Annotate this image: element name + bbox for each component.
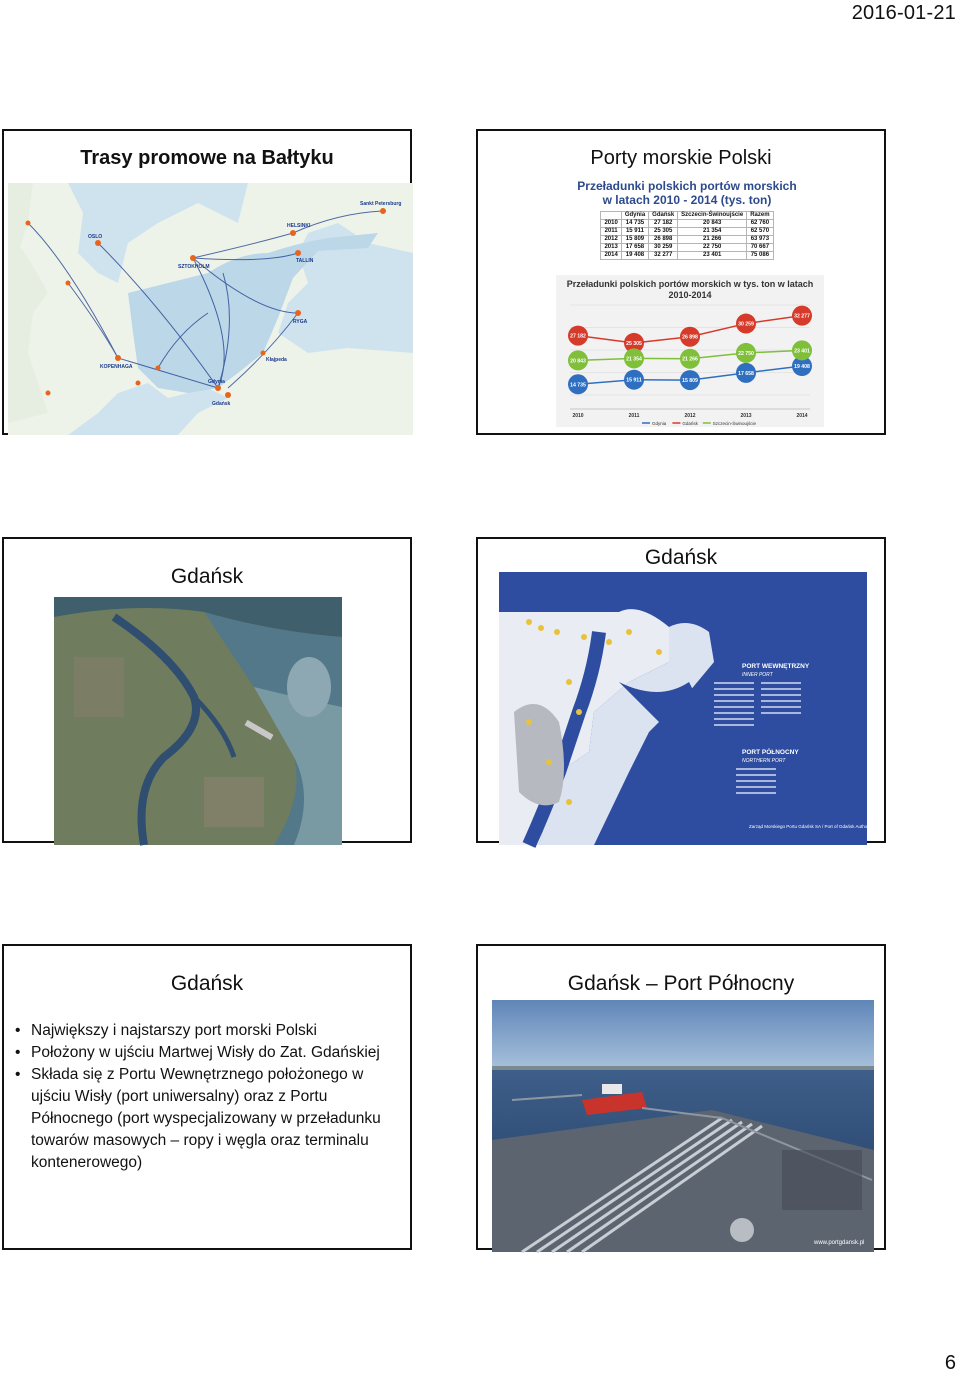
data-label: 21 266: [682, 356, 698, 363]
map-label: Gdynia: [208, 379, 225, 385]
table-cell: 17 658: [621, 244, 648, 252]
table-cell: 20 843: [678, 220, 747, 228]
data-label: 27 182: [570, 333, 586, 340]
table-cell: 22 750: [678, 244, 747, 252]
table-cell: 15 809: [621, 236, 648, 244]
bullet-item: • Największy i najstarszy port morski Polski: [15, 1020, 404, 1042]
table-cell: 2010: [601, 220, 621, 228]
baltic-ferry-map: [8, 183, 413, 435]
photo-watermark: www.portgdansk.pl: [814, 1240, 865, 1246]
data-label: 25 305: [626, 340, 642, 347]
data-label: 30 259: [738, 321, 754, 328]
slide-title: Gdańsk: [644, 546, 718, 569]
chart-title: Przeładunki polskich portów morskich w tys. ton w latach 2010-2014: [566, 279, 814, 300]
x-tick-label: 2012: [684, 413, 696, 419]
map-label: RYGA: [293, 319, 308, 325]
cargo-table: [600, 211, 773, 260]
table-header: Razem: [747, 212, 773, 220]
slide-gdansk-aerial: [2, 537, 412, 843]
table-title-line2: w latach 2010 - 2014 (tys. ton): [602, 193, 772, 207]
table-cell: 14 735: [621, 220, 648, 228]
table-row: [601, 236, 773, 244]
table-title-line1: Przeładunki polskich portów morskich: [577, 179, 797, 193]
table-cell: 23 401: [678, 252, 747, 260]
table-row: [601, 220, 773, 228]
table-cell: 2012: [601, 236, 621, 244]
legend-inner-subtitle: INNER PORT: [742, 672, 773, 678]
x-tick-label: 2014: [796, 413, 808, 419]
page-number: 6: [944, 1352, 956, 1374]
slide-title: Gdańsk: [170, 565, 244, 588]
data-label: 14 735: [570, 382, 586, 389]
northern-port-photo: [492, 1000, 874, 1252]
map-label: Gdańsk: [212, 401, 231, 407]
data-label: 20 843: [570, 358, 586, 365]
table-cell: 25 305: [649, 228, 678, 236]
legend-northern-subtitle: NORTHERN PORT: [742, 758, 786, 764]
table-header: Szczecin-Świnoujście: [678, 212, 747, 220]
data-label: 15 911: [626, 377, 642, 384]
map-label: OSLO: [88, 234, 103, 240]
table-cell: 27 182: [649, 220, 678, 228]
data-label: 32 277: [794, 313, 810, 320]
slide-northern-port: [476, 944, 886, 1250]
table-cell: 21 354: [678, 228, 747, 236]
table-cell: 62 760: [747, 220, 773, 228]
map-label: Sankt Petersburg: [360, 201, 402, 207]
slide-gdansk-port-map: [476, 537, 886, 843]
cargo-table-block: [556, 179, 818, 269]
legend-inner-title: PORT WEWNĘTRZNY: [742, 663, 810, 670]
table-cell: 19 408: [621, 252, 648, 260]
slide-title: Gdańsk – Port Północny: [567, 972, 795, 995]
slide-title: Gdańsk: [170, 972, 244, 995]
table-row: [601, 252, 773, 260]
table-cell: 62 570: [747, 228, 773, 236]
map-label: HELSINKI: [287, 223, 311, 229]
map-label: Kłajpeda: [266, 357, 287, 363]
data-label: 15 809: [682, 378, 698, 385]
map-label: TALLIN: [296, 258, 314, 264]
x-tick-label: 2013: [740, 413, 752, 419]
x-tick-label: 2011: [628, 413, 640, 419]
slide-gdansk-facts: [2, 944, 412, 1250]
bullet-item: • Składa się z Portu Wewnętrznego położonego w ujściu Wisły (port uniwersalny) oraz z Portu Północnego (port wyspecjalizowany w przeładunku towarów masowych – ropy i węgla oraz terminalu kontenerowego): [15, 1064, 404, 1174]
table-header: [601, 212, 621, 220]
table-row: [601, 244, 773, 252]
legend-northern-title: PORT PÓŁNOCNY: [742, 749, 799, 756]
gdansk-aerial-photo: [54, 597, 342, 845]
bullet-list: [15, 1020, 404, 1174]
data-label: 23 401: [794, 348, 810, 355]
x-tick-label: 2010: [572, 413, 584, 419]
legend-label: Gdynia: [652, 421, 667, 426]
slide-title: Porty morskie Polski: [590, 147, 772, 169]
table-header: Gdynia: [621, 212, 648, 220]
slide-title: Trasy promowe na Bałtyku: [80, 147, 334, 169]
table-cell: 2011: [601, 228, 621, 236]
table-cell: 2013: [601, 244, 621, 252]
data-label: 21 354: [626, 356, 642, 363]
slide-polish-ports: [476, 129, 886, 435]
table-cell: 15 911: [621, 228, 648, 236]
legend-label: Gdańsk: [682, 421, 698, 426]
table-header: Gdańsk: [649, 212, 678, 220]
table-cell: 63 973: [747, 236, 773, 244]
page-date: 2016-01-21: [851, 2, 956, 24]
table-row: [601, 228, 773, 236]
data-label: 17 658: [738, 370, 754, 377]
table-cell: 2014: [601, 252, 621, 260]
table-cell: 30 259: [649, 244, 678, 252]
table-cell: 32 277: [649, 252, 678, 260]
data-label: 22 750: [738, 350, 754, 357]
table-cell: 21 266: [678, 236, 747, 244]
table-cell: 70 667: [747, 244, 773, 252]
slide-ferry-routes: [2, 129, 412, 435]
table-cell: 75 086: [747, 252, 773, 260]
cargo-chart: [556, 275, 824, 427]
map-label: KOPENHAGA: [100, 364, 133, 370]
gdansk-port-map: [499, 572, 881, 845]
data-label: 19 408: [794, 364, 810, 371]
table-cell: 26 898: [649, 236, 678, 244]
legend-footer: Zarząd Morskiego Portu Gdańsk SA / Port of Gdańsk Authority SA: [749, 824, 881, 829]
map-label: SZTOKHOLM: [178, 264, 210, 270]
legend-label: Szczecin-Świnoujście: [712, 421, 757, 426]
data-label: 26 898: [682, 334, 698, 341]
bullet-item: • Położony w ujściu Martwej Wisły do Zat. Gdańskiej: [15, 1042, 404, 1064]
